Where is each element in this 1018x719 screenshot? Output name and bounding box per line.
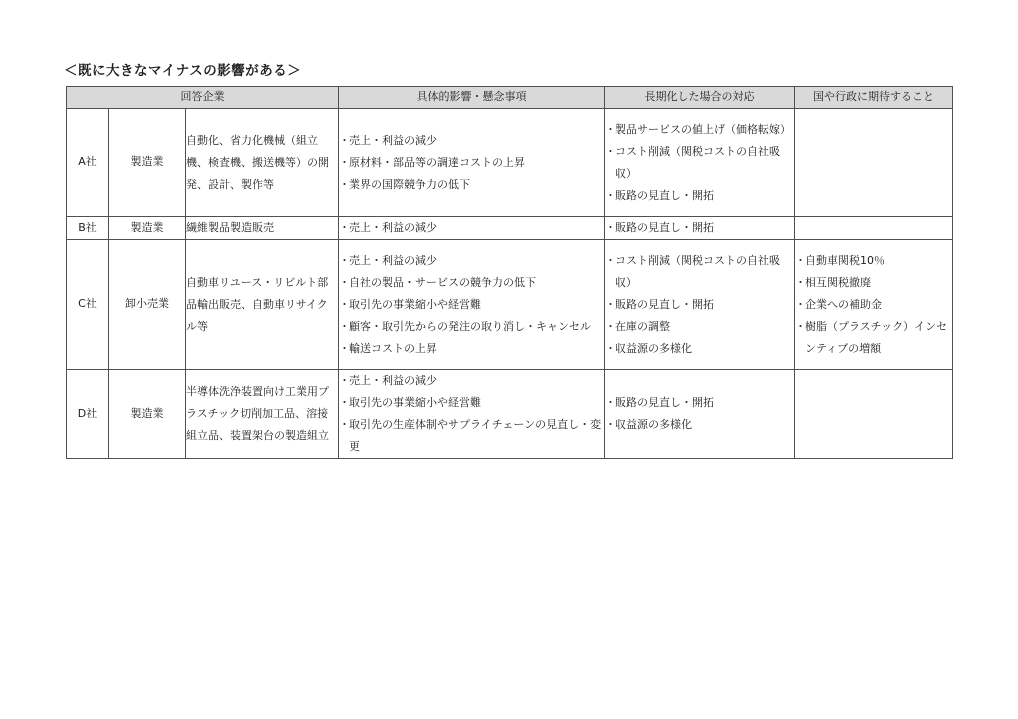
- request-item: ・ 相互関税撤廃: [795, 272, 952, 294]
- header-prolonged-response: 長期化した場合の対応: [605, 87, 795, 109]
- table-row: [67, 109, 953, 217]
- company-name: B社: [67, 217, 109, 240]
- impact-item: ・ 売上・利益の減少: [339, 130, 604, 152]
- impact-cell-list: [339, 250, 604, 360]
- impact-cell: [339, 240, 605, 370]
- response-item: ・ コスト削減（関税コストの自社吸収）: [605, 250, 794, 294]
- response-cell-list: [605, 250, 794, 360]
- impact-item: ・ 取引先の生産体制やサプライチェーンの見直し・変更: [339, 414, 604, 458]
- impact-cell-list: [339, 217, 604, 239]
- response-item: ・ 販路の見直し・開拓: [605, 217, 794, 239]
- response-cell: [605, 217, 795, 240]
- impact-item: ・ 売上・利益の減少: [339, 370, 604, 392]
- page-title: ＜既に大きなマイナスの影響がある＞: [64, 63, 302, 79]
- business-description: 自動車リユース・リビルト部品輸出販売、自動車リサイクル等: [186, 240, 339, 370]
- table-row: [67, 217, 953, 240]
- impact-item: ・ 自社の製品・サービスの競争力の低下: [339, 272, 604, 294]
- request-item: ・ 樹脂（プラスチック）インセンティブの増額: [795, 316, 952, 360]
- impact-item: ・ 輸送コストの上昇: [339, 338, 604, 360]
- response-item: ・ 製品サービスの値上げ（価格転嫁）: [605, 119, 794, 141]
- business-description: 繊維製品製造販売: [186, 217, 339, 240]
- table-row: [67, 370, 953, 459]
- header-respondent: 回答企業: [67, 87, 339, 109]
- impact-item: ・ 取引先の事業縮小や経営難: [339, 294, 604, 316]
- response-cell-list: [605, 217, 794, 239]
- impact-item: ・ 売上・利益の減少: [339, 250, 604, 272]
- impact-cell-list: [339, 370, 604, 458]
- impact-item: ・ 業界の国際競争力の低下: [339, 174, 604, 196]
- industry: 製造業: [109, 370, 186, 459]
- request-cell: [795, 217, 953, 240]
- industry: 製造業: [109, 217, 186, 240]
- response-item: ・ 販路の見直し・開拓: [605, 294, 794, 316]
- impact-cell: [339, 370, 605, 459]
- impact-item: ・ 取引先の事業縮小や経営難: [339, 392, 604, 414]
- request-cell: [795, 370, 953, 459]
- request-cell-list: [795, 250, 952, 360]
- industry: 製造業: [109, 109, 186, 217]
- request-cell: [795, 240, 953, 370]
- business-description: 半導体洗浄装置向け工業用プラスチック切削加工品、溶接組立品、装置架台の製造組立: [186, 370, 339, 459]
- impact-cell: [339, 109, 605, 217]
- company-name: C社: [67, 240, 109, 370]
- table-row: [67, 240, 953, 370]
- impact-item: ・ 売上・利益の減少: [339, 217, 604, 239]
- response-cell: [605, 370, 795, 459]
- response-item: ・ 収益源の多様化: [605, 414, 794, 436]
- impact-item: ・ 顧客・取引先からの発注の取り消し・キャンセル: [339, 316, 604, 338]
- response-item: ・ 在庫の調整: [605, 316, 794, 338]
- table-body: [67, 109, 953, 459]
- company-name: A社: [67, 109, 109, 217]
- response-item: ・ コスト削減（関税コストの自社吸収）: [605, 141, 794, 185]
- response-item: ・ 販路の見直し・開拓: [605, 392, 794, 414]
- response-cell-list: [605, 119, 794, 207]
- header-impacts: 具体的影響・懸念事項: [339, 87, 605, 109]
- response-item: ・ 収益源の多様化: [605, 338, 794, 360]
- impact-item: ・ 原材料・部品等の調達コストの上昇: [339, 152, 604, 174]
- impact-cell-list: [339, 130, 604, 196]
- request-item: ・ 企業への補助金: [795, 294, 952, 316]
- response-cell-list: [605, 392, 794, 436]
- header-gov-expectations: 国や行政に期待すること: [795, 87, 953, 109]
- request-item: ・ 自動車関税10％: [795, 250, 952, 272]
- response-cell: [605, 109, 795, 217]
- business-description: 自動化、省力化機械（組立機、検査機、搬送機等）の開発、設計、製作等: [186, 109, 339, 217]
- response-cell: [605, 240, 795, 370]
- impact-survey-table: [66, 86, 953, 459]
- request-cell: [795, 109, 953, 217]
- response-item: ・ 販路の見直し・開拓: [605, 185, 794, 207]
- table-header-row: [67, 87, 953, 109]
- company-name: D社: [67, 370, 109, 459]
- industry: 卸小売業: [109, 240, 186, 370]
- impact-cell: [339, 217, 605, 240]
